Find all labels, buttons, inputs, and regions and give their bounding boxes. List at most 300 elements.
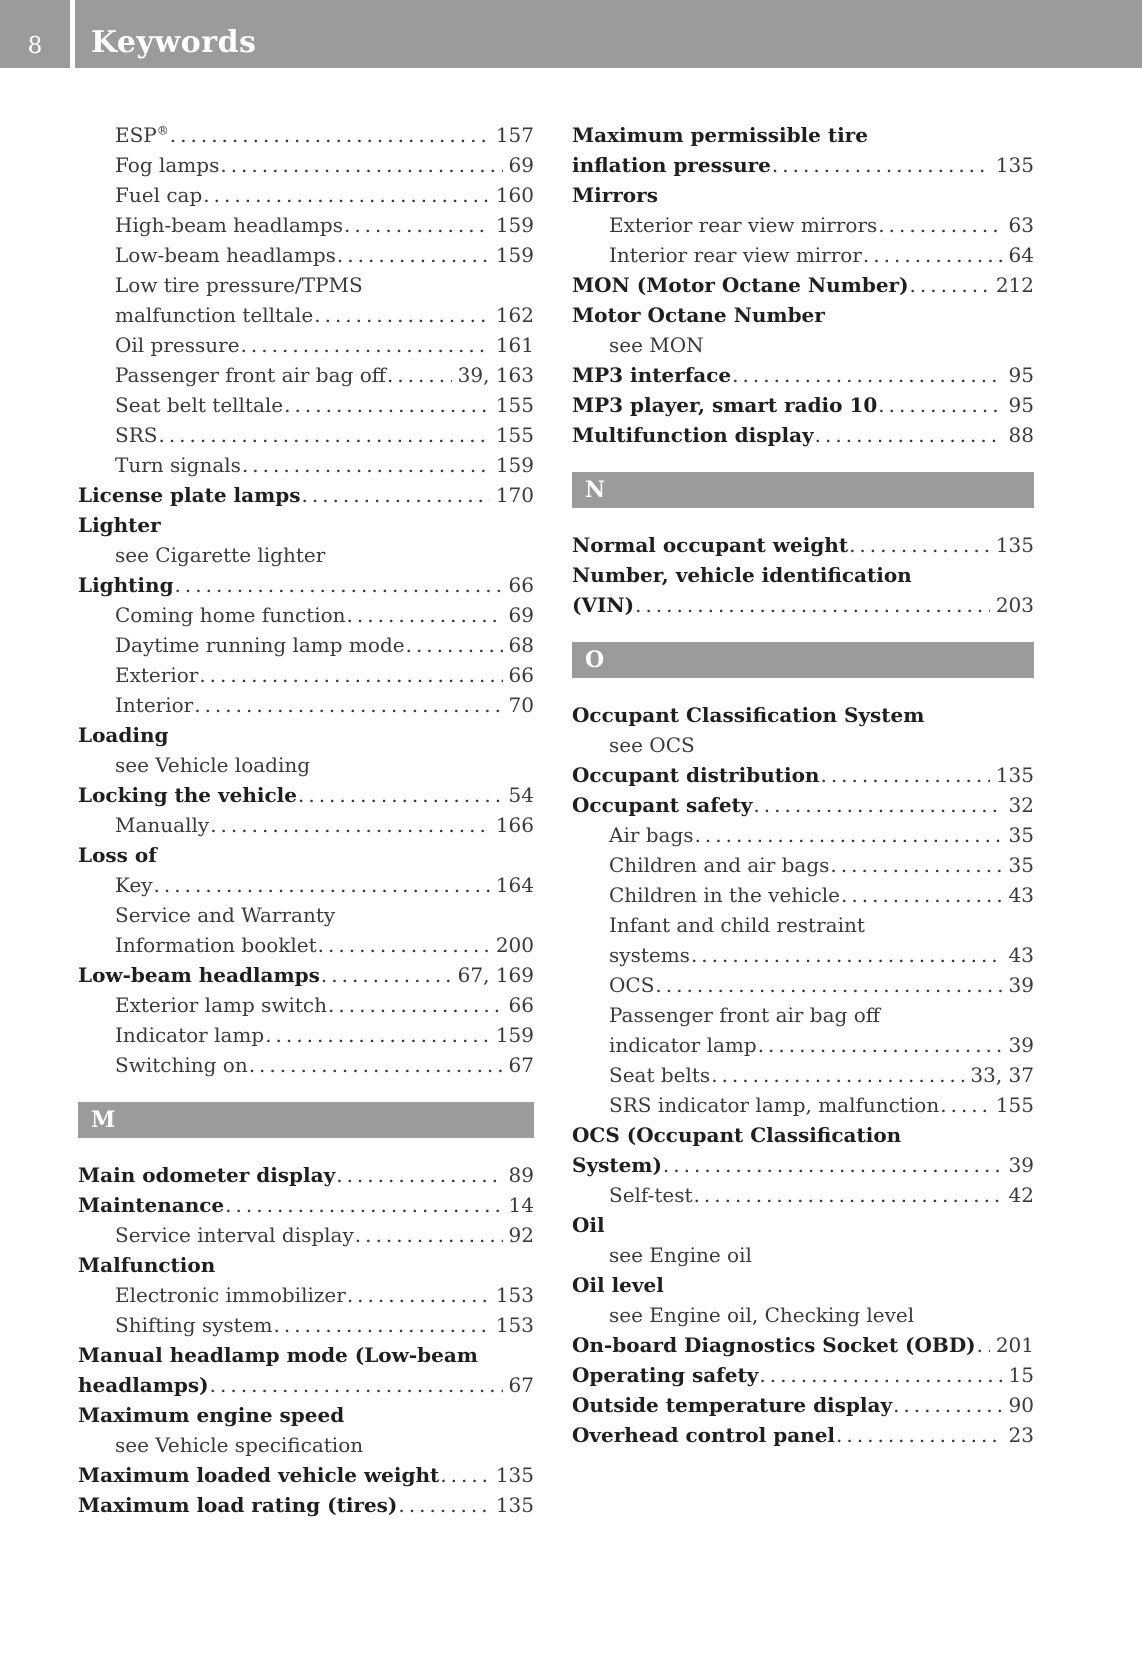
dot-leader [841,880,1003,910]
index-entry [572,560,1034,590]
entry-label-text: Turn signals [115,453,241,477]
entry-label [115,300,313,330]
index-entry [572,820,1034,850]
entry-label [115,750,310,780]
dot-leader [318,930,490,960]
index-entry [572,240,1034,270]
entry-page-number: 153 [495,1283,534,1307]
entry-label-text: Occupant safety [572,793,753,817]
index-entry [78,1020,534,1050]
entry-label [115,1310,273,1340]
dot-leader [694,1180,1003,1210]
dot-leader [170,120,490,150]
dot-leader [314,300,490,330]
index-entry [572,760,1034,790]
entry-page-number: 159 [495,1023,534,1047]
entry-page-number: 23 [1008,1423,1034,1447]
entry-label [78,570,174,600]
entry-label [609,730,695,760]
entry-label-text: indicator lamp [609,1033,757,1057]
entry-label [115,1050,248,1080]
index-columns [0,68,1142,1520]
entry-page-number: 212 [995,273,1034,297]
entry-label-text: Oil pressure [115,333,240,357]
dot-leader [910,270,990,300]
entry-label [609,240,862,270]
entry-label-text: Fuel cap [115,183,203,207]
index-entry [78,810,534,840]
entry-label [78,1250,215,1280]
index-entry [78,1400,534,1430]
entry-page-number: 95 [1008,363,1034,387]
dot-leader [878,390,1002,420]
entry-label [572,300,825,330]
dot-leader [878,210,1002,240]
index-entry [78,870,534,900]
entry-page-number: 135 [495,1493,534,1517]
section-header-m [78,1102,534,1138]
index-entry [78,480,534,510]
entry-page-number: 160 [495,183,534,207]
entry-page-number: 39 [1008,1153,1034,1177]
index-entry [78,900,534,930]
entry-label [572,1150,662,1180]
entry-label [115,630,405,660]
dot-leader [691,940,1003,970]
index-entry [78,120,534,150]
entry-label-text: Oil level [572,1273,664,1297]
entry-label-text: Motor Octane Number [572,303,825,327]
dot-leader [328,990,503,1020]
entry-label-text: Loss of [78,843,157,867]
entry-page-number: 203 [995,593,1034,617]
entry-page-number: 159 [495,453,534,477]
dot-leader [336,1160,502,1190]
entry-label [572,390,877,420]
entry-page-number: 90 [1008,1393,1034,1417]
index-entry [572,270,1034,300]
index-entry [572,1060,1034,1090]
index-entry [78,660,534,690]
index-entry [572,1090,1034,1120]
index-entry [572,1210,1034,1240]
entry-label-text: Exterior lamp switch [115,993,328,1017]
entry-label-text: Seat belt telltale [115,393,284,417]
entry-label [572,1360,758,1390]
entry-label-text: Number, vehicle identification [572,563,912,587]
entry-label-text: Lighter [78,513,161,537]
dot-leader [154,870,490,900]
entry-page-number: 69 [508,153,534,177]
entry-label [115,120,169,150]
entry-label [572,180,658,210]
index-entry [78,1310,534,1340]
entry-label [609,1090,939,1120]
entry-page-number: 135 [995,763,1034,787]
index-entry [78,690,534,720]
dot-leader [836,1420,1003,1450]
dot-leader [440,1460,490,1490]
entry-label-text: Oil [572,1213,605,1237]
index-entry [78,300,534,330]
index-entry [572,300,1034,330]
entry-label [609,1000,880,1030]
index-entry [78,990,534,1020]
entry-label-text: MP3 player, smart radio 10 [572,393,878,417]
index-entry [572,390,1034,420]
entry-page-number: 54 [508,783,534,807]
entry-label [609,210,877,240]
entry-label-text: Children and air bags [609,853,830,877]
entry-label [609,1300,914,1330]
entry-label [572,1390,892,1420]
index-entry [572,1120,1034,1150]
entry-label [115,240,336,270]
index-entry [572,940,1034,970]
index-entry [78,570,534,600]
dot-leader [772,150,990,180]
entry-page-number: 32 [1008,793,1034,817]
entry-label-text: see Engine oil [609,1243,752,1267]
entry-label-text: (VIN) [572,593,635,617]
entry-page-number: 166 [495,813,534,837]
index-entry [572,1360,1034,1390]
index-entry [572,1390,1034,1420]
entry-page-number: 63 [1008,213,1034,237]
dot-leader [265,1020,490,1050]
entry-label-text: Daytime running lamp mode [115,633,405,657]
entry-label-text: Lighting [78,573,174,597]
dot-leader [820,760,989,790]
index-entry [78,150,534,180]
page-title: Keywords [91,25,257,60]
dot-leader [387,360,452,390]
entry-label-text: License plate lamps [78,483,301,507]
entry-label-text: Coming home function [115,603,346,627]
entry-page-number: 33, 37 [970,1063,1034,1087]
index-column-right [572,120,1034,1520]
index-entry [78,390,534,420]
entry-label [609,940,690,970]
entry-page-number: 14 [508,1193,534,1217]
dot-leader [175,570,503,600]
entry-label-text: Self-test [609,1183,693,1207]
dot-leader [284,390,490,420]
index-cross-reference [78,1430,534,1460]
entry-label-text: Passenger front air bag off [115,363,386,387]
dot-leader [158,420,489,450]
index-entry [78,1050,534,1080]
dot-leader [753,790,1002,820]
dot-leader [321,960,452,990]
index-entry [572,590,1034,620]
entry-label-text: see Cigarette lighter [115,543,326,567]
index-entry [572,700,1034,730]
index-entry [572,120,1034,150]
entry-label-text: Maximum permissible tire [572,123,868,147]
entry-label [115,420,157,450]
dot-leader [655,970,1002,1000]
index-entry [78,720,534,750]
section-header-o [572,642,1034,678]
entry-label-text: ESP [115,123,157,147]
dot-leader [194,690,502,720]
entry-label [572,1210,605,1240]
entry-page-number: 67, 169 [457,963,534,987]
entry-page-number: 164 [495,873,534,897]
entry-label-text: headlamps) [78,1373,209,1397]
entry-label-text: SRS [115,423,158,447]
entry-page-number: 39 [1008,1033,1034,1057]
entry-label-text: Occupant distribution [572,763,820,787]
entry-page-number: 15 [1008,1363,1034,1387]
dot-leader [203,180,490,210]
entry-label [78,1190,224,1220]
entry-label-text: Occupant Classification System [572,703,925,727]
index-entry [572,360,1034,390]
section-letter: M [91,1107,116,1133]
entry-label [78,1370,209,1400]
entry-label-text: Service interval display [115,1223,354,1247]
entry-page-number: 135 [495,1463,534,1487]
page-header [0,0,1142,68]
entry-label [572,1270,664,1300]
entry-label-text: Low tire pressure/TPMS [115,273,363,297]
entry-label [572,560,912,590]
entry-label [115,450,241,480]
index-entry [572,420,1034,450]
dot-leader [242,450,490,480]
entry-label-text: On-board Diagnostics Socket (OBD) [572,1333,976,1357]
entry-label-text: Service and Warranty [115,903,336,927]
index-entry [572,150,1034,180]
entry-label-text: Maximum loaded vehicle weight [78,1463,440,1487]
entry-label [572,1120,901,1150]
entry-label-text: Manually [115,813,210,837]
dot-leader [344,210,490,240]
entry-label [115,150,219,180]
dot-leader [274,1310,490,1340]
entry-page-number: 66 [508,573,534,597]
entry-page-number: 170 [495,483,534,507]
entry-page-number: 201 [995,1333,1034,1357]
entry-label [572,530,848,560]
entry-label [115,660,198,690]
dot-leader [220,150,502,180]
entry-label-text: see Engine oil, Checking level [609,1303,915,1327]
entry-label-text: see OCS [609,733,695,757]
entry-label-text: Interior rear view mirror [609,243,862,267]
dot-leader [241,330,490,360]
entry-label-text: Low-beam headlamps [115,243,336,267]
index-entry [572,850,1034,880]
entry-label [572,1420,835,1450]
entry-page-number: 161 [495,333,534,357]
entry-label-text: Exterior [115,663,199,687]
dot-leader [830,850,1002,880]
dot-leader [301,480,489,510]
entry-label [115,1430,363,1460]
entry-page-number: 66 [508,663,534,687]
entry-label [115,210,343,240]
dot-leader [732,360,1002,390]
index-entry [572,180,1034,210]
entry-label-text: Air bags [609,823,694,847]
entry-label [609,970,654,1000]
index-entry [78,1460,534,1490]
entry-label [78,1400,344,1430]
index-cross-reference [572,330,1034,360]
entry-page-number: 159 [495,243,534,267]
entry-label [78,720,168,750]
index-entry [572,530,1034,560]
entry-label [78,1340,478,1370]
dot-leader [199,660,502,690]
entry-page-number: 43 [1008,943,1034,967]
entry-label [115,390,283,420]
entry-label [572,1330,976,1360]
entry-label-text: Malfunction [78,1253,216,1277]
entry-page-number: 89 [508,1163,534,1187]
entry-page-number: 39 [1008,973,1034,997]
index-entry [78,330,534,360]
entry-label [115,930,317,960]
entry-label-text: see Vehicle specification [115,1433,364,1457]
entry-page-number: 157 [495,123,534,147]
index-cross-reference [572,730,1034,760]
index-entry [572,1420,1034,1450]
entry-label [78,840,157,870]
dot-leader [406,630,503,660]
index-entry [572,910,1034,940]
entry-page-number: 159 [495,213,534,237]
index-entry [78,930,534,960]
entry-page-number: 39, 163 [457,363,534,387]
entry-label [78,1490,397,1520]
entry-label-text: OCS (Occupant Classification [572,1123,902,1147]
dot-leader [347,1280,490,1310]
entry-label-text: Low-beam headlamps [78,963,320,987]
entry-label [115,690,193,720]
entry-label [78,1160,335,1190]
entry-label-text: Main odometer display [78,1163,336,1187]
entry-label-text: Infant and child restraint [609,913,865,937]
index-entry [572,970,1034,1000]
index-cross-reference [78,750,534,780]
entry-label [115,900,335,930]
entry-page-number: 88 [1008,423,1034,447]
entry-label-text: Information booklet [115,933,317,957]
entry-label [78,480,300,510]
entry-label [572,150,771,180]
entry-label [115,180,202,210]
index-entry [78,180,534,210]
dot-leader [711,1060,964,1090]
index-entry [78,1190,534,1220]
dot-leader [225,1190,502,1220]
dot-leader [863,240,1003,270]
entry-label-text: Exterior rear view mirrors [609,213,878,237]
index-entry [78,420,534,450]
entry-label-text: Key [115,873,153,897]
index-cross-reference [572,1300,1034,1330]
entry-label-text: see Vehicle loading [115,753,311,777]
entry-label-text: Electronic immobilizer [115,1283,346,1307]
dot-leader [849,530,990,560]
entry-page-number: 135 [995,533,1034,557]
index-entry [78,1160,534,1190]
entry-label [572,590,634,620]
entry-label-text: Indicator lamp [115,1023,265,1047]
entry-page-number: 69 [508,603,534,627]
entry-label-text: OCS [609,973,655,997]
entry-label [115,810,209,840]
index-entry [78,1220,534,1250]
entry-label [78,960,320,990]
index-entry [78,1340,534,1370]
entry-label-text: Outside temperature display [572,1393,893,1417]
index-cross-reference [572,1240,1034,1270]
dot-leader [249,1050,503,1080]
index-entry [572,1150,1034,1180]
dot-leader [758,1030,1003,1060]
entry-label-text: see MON [609,333,704,357]
index-entry [78,210,534,240]
entry-label [115,1220,354,1250]
index-entry [572,1030,1034,1060]
entry-label-text: Normal occupant weight [572,533,849,557]
entry-label-text: Fog lamps [115,153,220,177]
entry-page-number: 67 [508,1373,534,1397]
dot-leader [210,810,490,840]
entry-page-number: 162 [495,303,534,327]
entry-page-number: 43 [1008,883,1034,907]
entry-label-text: SRS indicator lamp, malfunction [609,1093,940,1117]
entry-page-number: 68 [508,633,534,657]
index-cross-reference [78,540,534,570]
entry-label [609,1240,752,1270]
dot-leader [398,1490,489,1520]
index-entry [572,880,1034,910]
entry-page-number: 35 [1008,853,1034,877]
registered-trademark-symbol: ® [156,123,169,138]
entry-label [115,600,346,630]
entry-label [609,850,829,880]
entry-page-number: 200 [495,933,534,957]
index-entry [78,630,534,660]
entry-label-text: Mirrors [572,183,658,207]
entry-label [572,420,814,450]
entry-label-text: Shifting system [115,1313,273,1337]
entry-page-number: 67 [508,1053,534,1077]
dot-leader [977,1330,990,1360]
entry-label [609,880,840,910]
entry-label [572,270,909,300]
index-entry [78,240,534,270]
dot-leader [663,1150,1003,1180]
dot-leader [815,420,1003,450]
entry-page-number: 70 [508,693,534,717]
entry-label [572,700,924,730]
entry-page-number: 153 [495,1313,534,1337]
entry-label [609,1060,710,1090]
dot-leader [210,1370,503,1400]
index-column-left [78,120,534,1520]
index-entry [78,780,534,810]
entry-page-number: 66 [508,993,534,1017]
dot-leader [893,1390,1002,1420]
entry-page-number: 92 [508,1223,534,1247]
